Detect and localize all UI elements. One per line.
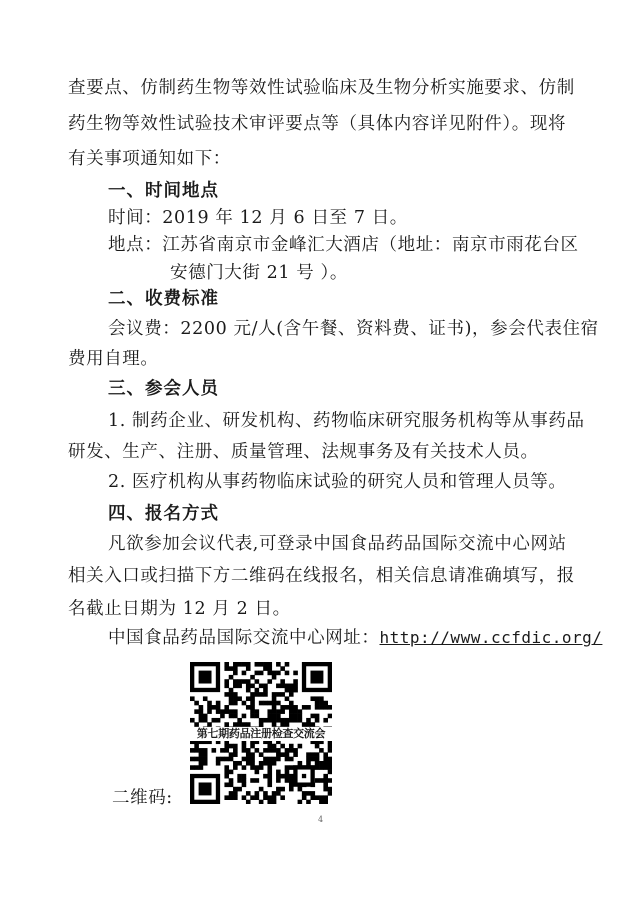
page-number: 4 — [318, 815, 324, 824]
fee-line-1: 会议费：2200 元/人(含午餐、资料费、证书)，参会代表住宿 — [108, 319, 599, 339]
intro-line-2: 药生物等效性试验技术审评要点等（具体内容详见附件）。现将 — [68, 114, 567, 134]
fee-line-2: 费用自理。 — [68, 349, 159, 369]
event-place-line-2: 安德门大街 21 号 ）。 — [170, 263, 349, 283]
attendee-item-1-line-2: 研发、生产、注册、质量管理、法规事务及有关技术人员。 — [68, 442, 539, 462]
section-1-heading: 一、时间地点 — [108, 181, 219, 201]
section-3-heading: 三、参会人员 — [108, 379, 219, 399]
website-link[interactable]: http://www.ccfdic.org/ — [379, 628, 603, 647]
registration-line-2: 相关入口或扫描下方二维码在线报名，相关信息请准确填写，报 — [68, 566, 575, 586]
event-place-line-1: 地点：江苏省南京市金峰汇大酒店（地址：南京市雨花台区 — [108, 235, 579, 255]
intro-line-3: 有关事项通知如下： — [68, 149, 231, 169]
attendee-item-2: 2. 医疗机构从事药物临床试验的研究人员和管理人员等。 — [108, 472, 567, 492]
registration-line-3: 名截止日期为 12 月 2 日。 — [68, 599, 291, 619]
event-time: 时间：2019 年 12 月 6 日至 7 日。 — [108, 208, 408, 228]
qr-label: 二维码: — [112, 788, 173, 808]
website-label: 中国食品药品国际交流中心网址： — [108, 628, 380, 648]
website-line — [108, 627, 602, 649]
section-2-heading: 二、收费标准 — [108, 289, 219, 309]
intro-line-1: 查要点、仿制药生物等效性试验临床及生物分析实施要求、仿制 — [68, 78, 575, 98]
qr-overlay-text: 第七期药品注册检查交流会 — [190, 727, 332, 741]
attendee-item-1-line-1: 1. 制药企业、研发机构、药物临床研究服务机构等从事药品 — [108, 411, 585, 431]
registration-line-1: 凡欲参加会议代表,可登录中国食品药品国际交流中心网站 — [108, 534, 567, 554]
section-4-heading: 四、报名方式 — [108, 504, 219, 524]
